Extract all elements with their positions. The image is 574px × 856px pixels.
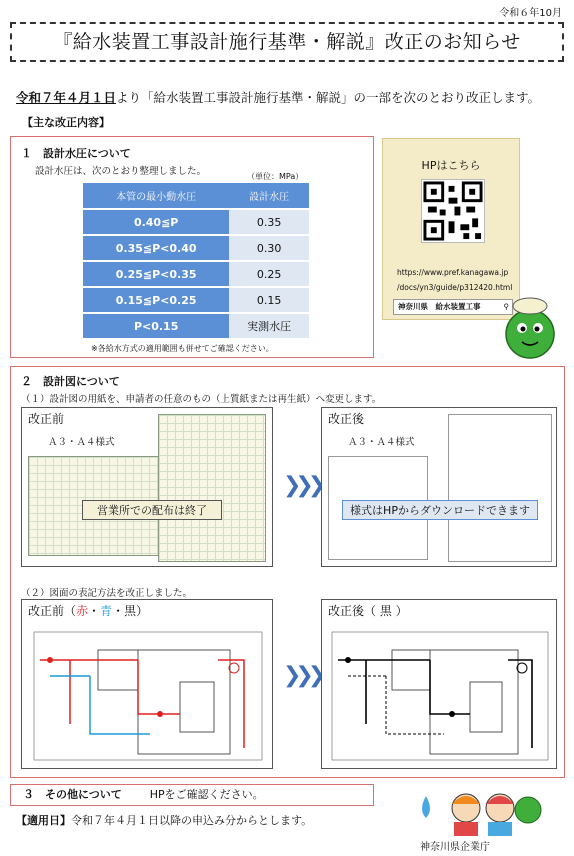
drawing-sheet-a3 (158, 414, 266, 562)
before-label: 改正前 (28, 412, 65, 426)
search-text: 神奈川県 給水装置工事 (398, 302, 481, 311)
col-header-design-pressure: 設計水圧 (229, 183, 309, 209)
cell: 0.40≦P (83, 209, 229, 235)
section2-title: ２ 設計図について (21, 375, 120, 388)
cell: P<0.15 (83, 313, 229, 339)
label-red: 赤 (76, 604, 89, 618)
blank-sheet-a3 (448, 414, 552, 562)
before-notation-label (28, 602, 148, 619)
organization-name: 神奈川県企業庁 (420, 842, 490, 853)
table-row (83, 235, 309, 261)
label-dot: ・ (88, 604, 101, 618)
panel-before-paper (21, 407, 273, 567)
section1-note: ※各給水方式の適用範囲も併せてご確認ください。 (91, 344, 274, 353)
search-icon: ⚲ (503, 302, 509, 311)
section-other (10, 784, 374, 806)
label-prefix: 改正前（ (28, 604, 77, 618)
section1-title: １ 設計水圧について (21, 147, 131, 160)
panel-after-notation (321, 599, 557, 769)
url-line1[interactable]: https://www.pref.kanagawa.jp (397, 268, 509, 277)
plumbing-diagram-color (30, 624, 266, 764)
panel-after-paper (321, 407, 557, 567)
arrow-right-icon: ❯❯❯ (283, 473, 321, 498)
after-banner: 様式はHPからダウンロードできます (342, 500, 538, 520)
after-label: 改正後 (328, 412, 365, 426)
cell: 実測水圧 (229, 313, 309, 339)
table-row (83, 261, 309, 287)
before-form-label: Ａ３・Ａ４様式 (48, 437, 115, 448)
section-design-drawings (10, 366, 565, 778)
section2-sub2: （２）図面の表記方法を改正しました。 (21, 588, 193, 599)
label-suffix: ） (136, 604, 149, 618)
cell: 0.15≦P<0.25 (83, 287, 229, 313)
pressure-table (83, 183, 309, 340)
mascot-icon (500, 290, 562, 362)
section-design-pressure (10, 136, 374, 358)
apply-text: 令和７年４月１日以降の申込み分からとします。 (71, 814, 313, 827)
col-header-min-pressure: 本管の最小動水圧 (83, 183, 229, 209)
cell: 0.15 (229, 287, 309, 313)
search-box[interactable] (393, 299, 513, 315)
cell: 0.35≦P<0.40 (83, 235, 229, 261)
label-dot: ・ (112, 604, 125, 618)
label-black: 黒 (124, 604, 137, 618)
section1-desc: 設計水圧は、次のとおり整理しました。 (35, 166, 207, 177)
section2-sub1: （１）設計図の用紙を、申請者の任意のもの（上質紙または再生紙）へ変更します。 (21, 394, 382, 405)
intro-body: より「給水装置工事設計施行基準・解説」の一部を次のとおり改正します。 (116, 90, 541, 105)
url-line2[interactable]: /docs/yn3/guide/p312420.html (397, 283, 513, 292)
cell: 0.25≦P<0.35 (83, 261, 229, 287)
table-header-row (83, 183, 309, 209)
intro-text (16, 88, 540, 106)
main-changes-heading: 【主な改正内容】 (22, 116, 110, 129)
section3-text: HPをご確認ください。 (149, 788, 264, 801)
plumbing-diagram-black (328, 624, 552, 764)
unit-label: （単位：MPa） (247, 172, 304, 181)
table-row (83, 313, 309, 339)
cell: 0.25 (229, 261, 309, 287)
effective-date: 令和７年４月１日 (16, 90, 117, 105)
effective-date-line (16, 812, 312, 828)
panel-before-notation (21, 599, 273, 769)
arrow-right-icon: ❯❯❯ (283, 663, 321, 688)
hp-url[interactable] (397, 265, 512, 295)
section3-title: ３ その他について (23, 788, 122, 801)
table-row (83, 287, 309, 313)
after-notation-label: 改正後（ 黒 ） (328, 604, 408, 618)
table-row (83, 209, 309, 235)
hp-title: HPはこちら (421, 159, 481, 172)
apply-label: 【適用日】 (16, 814, 71, 827)
after-form-label: Ａ３・Ａ４様式 (348, 437, 415, 448)
qr-code-icon[interactable] (421, 179, 485, 243)
issue-date: 令和６年10月 (499, 8, 562, 19)
cell: 0.30 (229, 235, 309, 261)
mascot-group-icon (414, 788, 544, 838)
label-blue: 青 (100, 604, 113, 618)
page-title: 『給水装置工事設計施行基準・解説』改正のお知らせ (10, 22, 564, 62)
before-banner: 営業所での配布は終了 (82, 500, 222, 520)
cell: 0.35 (229, 209, 309, 235)
